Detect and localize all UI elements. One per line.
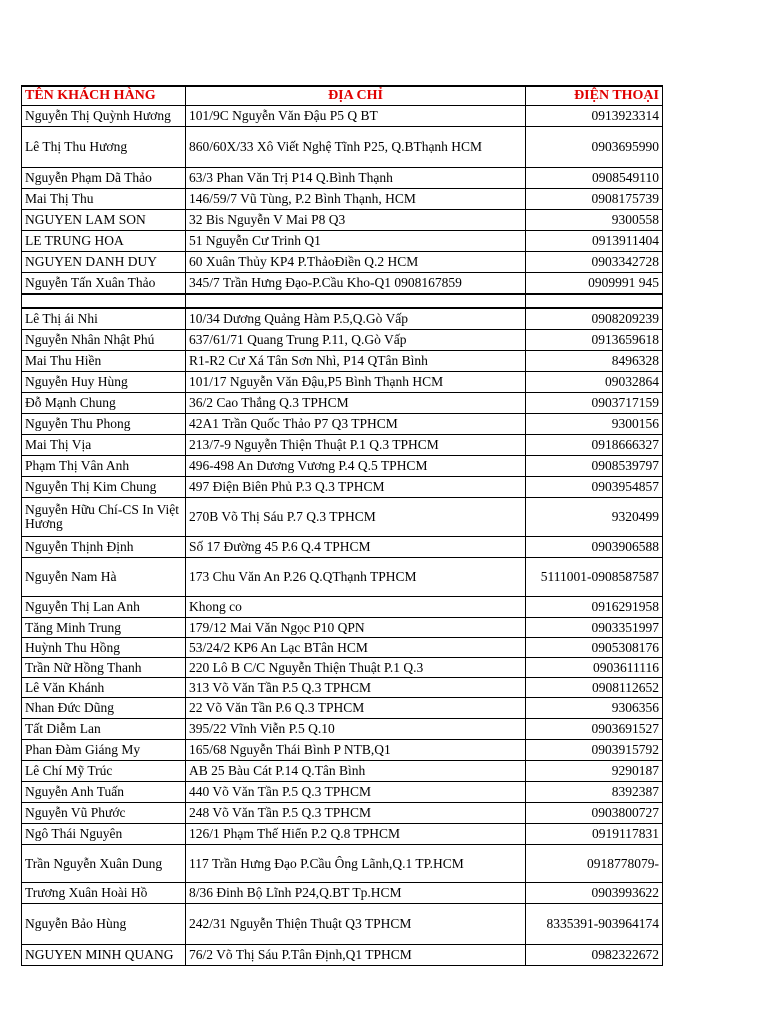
cell-phone: 0903717159 [526, 393, 663, 414]
table-row [22, 372, 663, 393]
table-row [22, 168, 663, 189]
table-row [22, 803, 663, 824]
cell-name: Trần Nguyễn Xuân Dung [22, 845, 186, 883]
cell-phone: 9290187 [526, 761, 663, 782]
table-row [22, 435, 663, 456]
cell-address: 8/36 Đinh Bộ Lĩnh P24,Q.BT Tp.HCM [186, 883, 526, 904]
cell-name: LE TRUNG HOA [22, 231, 186, 252]
cell-address: 42A1 Trần Quốc Thảo P7 Q3 TPHCM [186, 414, 526, 435]
cell-name: Mai Thị Thu [22, 189, 186, 210]
cell-name: Nguyễn Hữu Chí-CS In Việt Hương [22, 498, 186, 537]
cell-address: 36/2 Cao Thắng Q.3 TPHCM [186, 393, 526, 414]
cell-phone: 0903906588 [526, 537, 663, 558]
cell-address: 179/12 Mai Văn Ngọc P10 QPN [186, 618, 526, 638]
table-row [22, 698, 663, 719]
table-row [22, 537, 663, 558]
header-name: TÊN KHÁCH HÀNG [22, 86, 186, 106]
cell-address: 496-498 An Dương Vương P.4 Q.5 TPHCM [186, 456, 526, 477]
cell-address [186, 294, 526, 308]
table-row [22, 393, 663, 414]
cell-phone: 9306356 [526, 698, 663, 719]
cell-address: Số 17 Đường 45 P.6 Q.4 TPHCM [186, 537, 526, 558]
table-row [22, 719, 663, 740]
cell-phone: 0903342728 [526, 252, 663, 273]
cell-phone: 5111001-0908587587 [526, 558, 663, 597]
table-row [22, 330, 663, 351]
cell-phone: 0903691527 [526, 719, 663, 740]
cell-phone: 0903800727 [526, 803, 663, 824]
header-address: ĐỊA CHỈ [186, 86, 526, 106]
table-row [22, 189, 663, 210]
table-header [22, 86, 663, 106]
cell-address: 53/24/2 KP6 An Lạc BTân HCM [186, 638, 526, 658]
cell-name: Trương Xuân Hoài Hồ [22, 883, 186, 904]
cell-phone: 8335391-903964174 [526, 904, 663, 945]
cell-name: Mai Thu Hiền [22, 351, 186, 372]
blank-row [22, 294, 663, 308]
cell-name: Lê Thị ái Nhi [22, 308, 186, 330]
cell-address: 101/17 Nguyễn Văn Đậu,P5 Bình Thạnh HCM [186, 372, 526, 393]
header-phone: ĐIỆN THOẠI [526, 86, 663, 106]
cell-address: 51 Nguyễn Cư Trinh Q1 [186, 231, 526, 252]
cell-phone [526, 294, 663, 308]
cell-address: 345/7 Trần Hưng Đạo-P.Cầu Kho-Q1 0908167859 [186, 273, 526, 295]
cell-address: 637/61/71 Quang Trung P.11, Q.Gò Vấp [186, 330, 526, 351]
cell-name: Nguyễn Tấn Xuân Thảo [22, 273, 186, 295]
cell-phone: 0918666327 [526, 435, 663, 456]
table-row [22, 597, 663, 618]
table-row [22, 351, 663, 372]
cell-phone: 0905308176 [526, 638, 663, 658]
cell-name: NGUYEN DANH DUY [22, 252, 186, 273]
cell-address: 497 Điện Biên Phủ P.3 Q.3 TPHCM [186, 477, 526, 498]
cell-phone: 0908175739 [526, 189, 663, 210]
cell-phone: 0913659618 [526, 330, 663, 351]
cell-name: Huỳnh Thu Hồng [22, 638, 186, 658]
cell-phone: 9300156 [526, 414, 663, 435]
cell-name: Đỗ Mạnh Chung [22, 393, 186, 414]
cell-address: 165/68 Nguyễn Thái Bình P NTB,Q1 [186, 740, 526, 761]
cell-address: 220 Lô B C/C Nguyễn Thiện Thuật P.1 Q.3 [186, 658, 526, 678]
cell-phone: 0913911404 [526, 231, 663, 252]
cell-name: Nguyễn Huy Hùng [22, 372, 186, 393]
cell-address: 173 Chu Văn An P.26 Q.QThạnh TPHCM [186, 558, 526, 597]
table-row [22, 477, 663, 498]
cell-address: 76/2 Võ Thị Sáu P.Tân Định,Q1 TPHCM [186, 945, 526, 966]
cell-address: R1-R2 Cư Xá Tân Sơn Nhì, P14 QTân Bình [186, 351, 526, 372]
cell-address: 32 Bis Nguyễn V Mai P8 Q3 [186, 210, 526, 231]
cell-name: Ngô Thái Nguyên [22, 824, 186, 845]
table-row [22, 308, 663, 330]
cell-name: Nguyễn Nam Hà [22, 558, 186, 597]
table-row [22, 106, 663, 127]
cell-address: Khong co [186, 597, 526, 618]
cell-phone: 0908539797 [526, 456, 663, 477]
table-row [22, 845, 663, 883]
cell-address: 270B Võ Thị Sáu P.7 Q.3 TPHCM [186, 498, 526, 537]
cell-name: Nguyễn Thịnh Định [22, 537, 186, 558]
cell-name: Lê Chí Mỹ Trúc [22, 761, 186, 782]
table-row [22, 618, 663, 638]
cell-name: Nguyễn Thị Quỳnh Hương [22, 106, 186, 127]
cell-address: 440 Võ Văn Tần P.5 Q.3 TPHCM [186, 782, 526, 803]
cell-address: 10/34 Dương Quảng Hàm P.5,Q.Gò Vấp [186, 308, 526, 330]
table-row [22, 761, 663, 782]
cell-name: Lê Thị Thu Hương [22, 127, 186, 168]
cell-name: Tất Diễm Lan [22, 719, 186, 740]
cell-name [22, 294, 186, 308]
cell-name: Nguyễn Vũ Phước [22, 803, 186, 824]
cell-address: 126/1 Phạm Thế Hiển P.2 Q.8 TPHCM [186, 824, 526, 845]
table-body [22, 106, 663, 966]
cell-address: 117 Trần Hưng Đạo P.Cầu Ông Lãnh,Q.1 TP.HCM [186, 845, 526, 883]
table-row [22, 127, 663, 168]
cell-phone: 0908209239 [526, 308, 663, 330]
cell-phone: 0903351997 [526, 618, 663, 638]
cell-address: 101/9C Nguyễn Văn Đậu P5 Q BT [186, 106, 526, 127]
cell-address: 248 Võ Văn Tần P.5 Q.3 TPHCM [186, 803, 526, 824]
cell-address: 60 Xuân Thủy KP4 P.ThảoĐiền Q.2 HCM [186, 252, 526, 273]
table-row [22, 210, 663, 231]
cell-phone: 8496328 [526, 351, 663, 372]
cell-phone: 09032864 [526, 372, 663, 393]
cell-phone: 0918778079- [526, 845, 663, 883]
cell-name: Nguyễn Thu Phong [22, 414, 186, 435]
cell-phone: 0903954857 [526, 477, 663, 498]
table-row [22, 945, 663, 966]
cell-name: Phạm Thị Vân Anh [22, 456, 186, 477]
cell-address: 213/7-9 Nguyễn Thiện Thuật P.1 Q.3 TPHCM [186, 435, 526, 456]
table-row [22, 678, 663, 698]
cell-name: Lê Văn Khánh [22, 678, 186, 698]
cell-address: 63/3 Phan Văn Trị P14 Q.Bình Thạnh [186, 168, 526, 189]
cell-phone: 0909991 945 [526, 273, 663, 295]
cell-name: Nguyễn Phạm Dã Thảo [22, 168, 186, 189]
cell-address: AB 25 Bàu Cát P.14 Q.Tân Bình [186, 761, 526, 782]
cell-name: Tăng Minh Trung [22, 618, 186, 638]
header-row [22, 86, 663, 106]
table-row [22, 231, 663, 252]
cell-name: Nguyễn Thị Lan Anh [22, 597, 186, 618]
table-row [22, 904, 663, 945]
table-row [22, 658, 663, 678]
cell-phone: 0982322672 [526, 945, 663, 966]
cell-name: Nhan Đức Dũng [22, 698, 186, 719]
cell-name: NGUYEN LAM SON [22, 210, 186, 231]
cell-phone: 9320499 [526, 498, 663, 537]
cell-address: 313 Võ Văn Tần P.5 Q.3 TPHCM [186, 678, 526, 698]
cell-name: Nguyễn Anh Tuấn [22, 782, 186, 803]
table-row [22, 273, 663, 295]
cell-phone: 0919117831 [526, 824, 663, 845]
cell-address: 242/31 Nguyễn Thiện Thuật Q3 TPHCM [186, 904, 526, 945]
table-row [22, 782, 663, 803]
cell-phone: 0903695990 [526, 127, 663, 168]
table-row [22, 498, 663, 537]
cell-address: 860/60X/33 Xô Viết Nghệ Tĩnh P25, Q.BThạnh HCM [186, 127, 526, 168]
cell-address: 146/59/7 Vũ Tùng, P.2 Bình Thạnh, HCM [186, 189, 526, 210]
cell-name: Phan Đàm Giáng My [22, 740, 186, 761]
cell-phone: 0903611116 [526, 658, 663, 678]
table-row [22, 252, 663, 273]
cell-address: 395/22 Vĩnh Viễn P.5 Q.10 [186, 719, 526, 740]
table-row [22, 638, 663, 658]
cell-phone: 0908549110 [526, 168, 663, 189]
cell-phone: 0903993622 [526, 883, 663, 904]
customer-table [21, 85, 663, 966]
cell-phone: 8392387 [526, 782, 663, 803]
table-row [22, 824, 663, 845]
cell-name: Trần Nữ Hồng Thanh [22, 658, 186, 678]
cell-phone: 9300558 [526, 210, 663, 231]
table-row [22, 558, 663, 597]
table-row [22, 414, 663, 435]
table-row [22, 883, 663, 904]
cell-phone: 0913923314 [526, 106, 663, 127]
cell-name: NGUYEN MINH QUANG [22, 945, 186, 966]
table-row [22, 456, 663, 477]
cell-name: Nguyễn Thị Kim Chung [22, 477, 186, 498]
cell-phone: 0903915792 [526, 740, 663, 761]
cell-phone: 0908112652 [526, 678, 663, 698]
cell-name: Mai Thị Vịa [22, 435, 186, 456]
table-row [22, 740, 663, 761]
cell-address: 22 Võ Văn Tần P.6 Q.3 TPHCM [186, 698, 526, 719]
cell-name: Nguyễn Bảo Hùng [22, 904, 186, 945]
cell-name: Nguyễn Nhân Nhật Phú [22, 330, 186, 351]
cell-phone: 0916291958 [526, 597, 663, 618]
